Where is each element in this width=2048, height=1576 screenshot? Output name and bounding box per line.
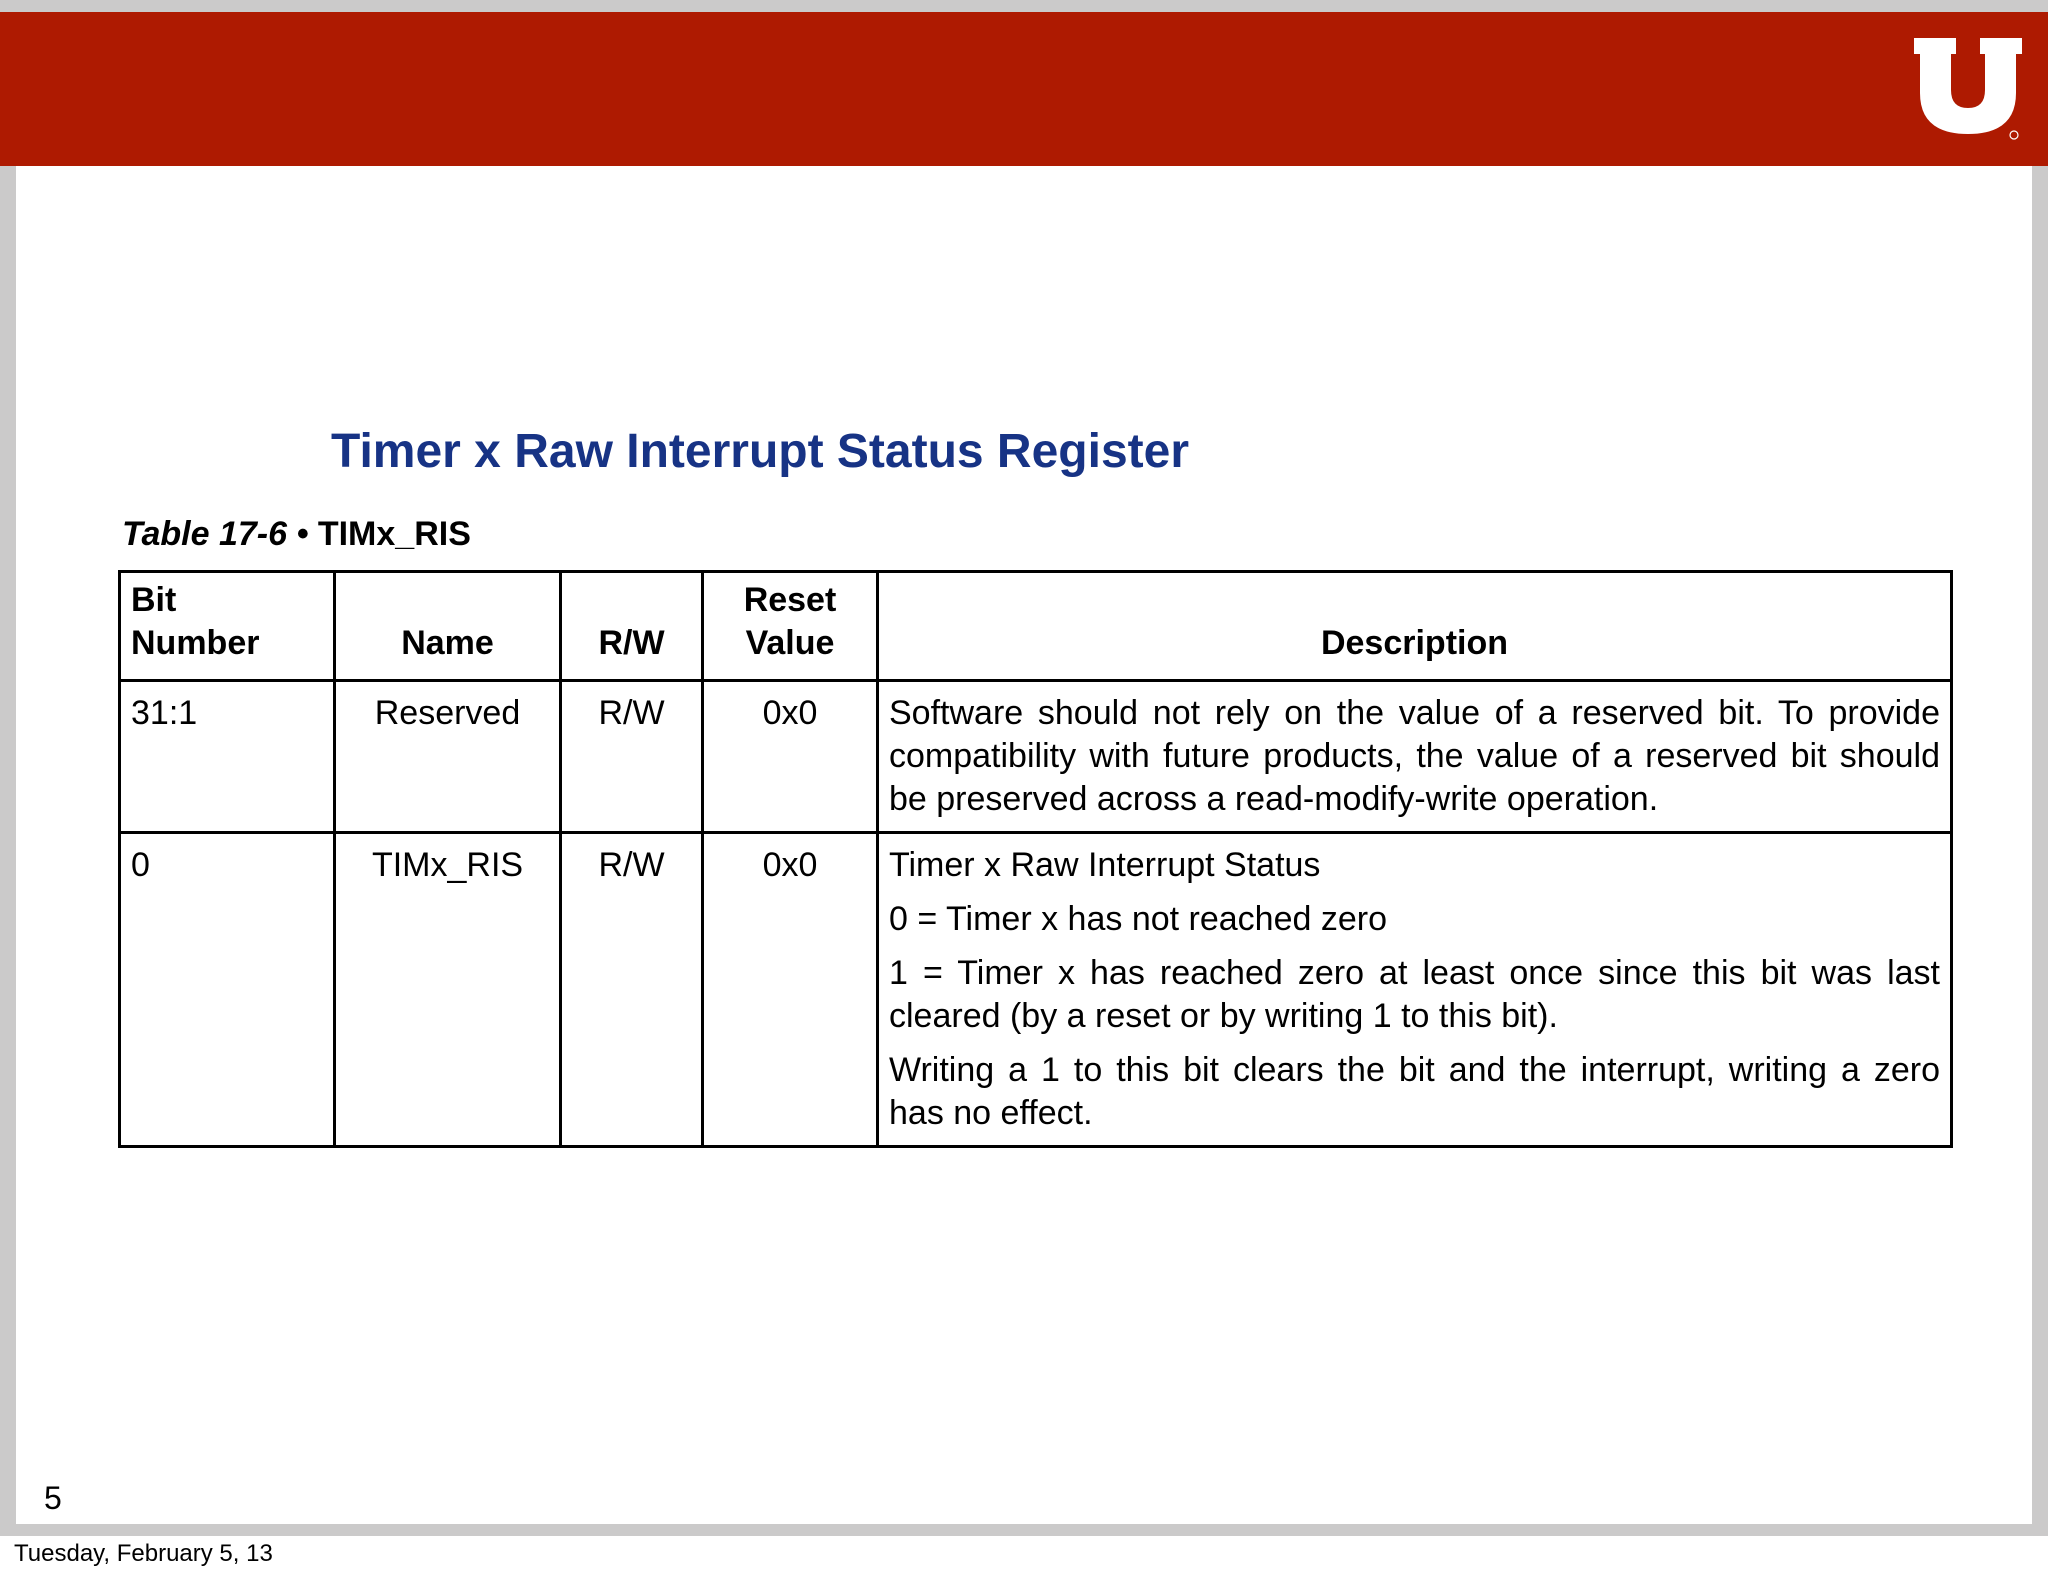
cell-rw: R/W (561, 833, 703, 1147)
cell-description (878, 681, 1952, 833)
cell-bit: 31:1 (120, 681, 335, 833)
header-reset-line1: Reset (743, 581, 837, 619)
description-paragraph: Timer x Raw Interrupt Status (889, 846, 1321, 884)
cell-reset: 0x0 (703, 681, 878, 833)
header-rw: R/W (561, 572, 703, 681)
description-paragraph: Writing a 1 to this bit clears the bit and the interrupt, writing a zero has no effect. (889, 1051, 1940, 1132)
page-title: Timer x Raw Interrupt Status Register (331, 425, 1189, 478)
table-caption-name: TIMx_RIS (317, 515, 471, 553)
header-reset-line2: Value (745, 624, 835, 662)
description-paragraph: 0 = Timer x has not reached zero (889, 900, 1387, 938)
description-paragraph: 1 = Timer x has reached zero at least once since this bit was last cleared (by a reset or by writing 1 to this bit). (889, 954, 1940, 1035)
cell-reset: 0x0 (703, 833, 878, 1147)
header-name: Name (335, 572, 561, 681)
table-row (120, 833, 1952, 1147)
cell-name: TIMx_RIS (335, 833, 561, 1147)
cell-description (878, 833, 1952, 1147)
description-paragraph: Software should not rely on the value of a reserved bit. To provide compatibility with future products, the value of a reserved bit should be preserved across a read-modify-write operation. (889, 694, 1940, 818)
header-reset-value (703, 572, 878, 681)
header-bit-line2: Number (131, 624, 260, 662)
cell-rw: R/W (561, 681, 703, 833)
header-bit-line1: Bit (131, 581, 177, 619)
register-table (118, 570, 1953, 1148)
table-caption (122, 515, 471, 554)
header-bit-number (120, 572, 335, 681)
table-row (120, 681, 1952, 833)
header-banner (0, 12, 2048, 166)
table-caption-number: Table 17-6 • (122, 515, 309, 553)
cell-name: Reserved (335, 681, 561, 833)
footer-date: Tuesday, February 5, 13 (14, 1540, 273, 1567)
header-description: Description (878, 572, 1952, 681)
cell-bit: 0 (120, 833, 335, 1147)
table-header-row (120, 572, 1952, 681)
page-number: 5 (44, 1480, 62, 1516)
university-u-logo-icon (1910, 38, 2026, 142)
